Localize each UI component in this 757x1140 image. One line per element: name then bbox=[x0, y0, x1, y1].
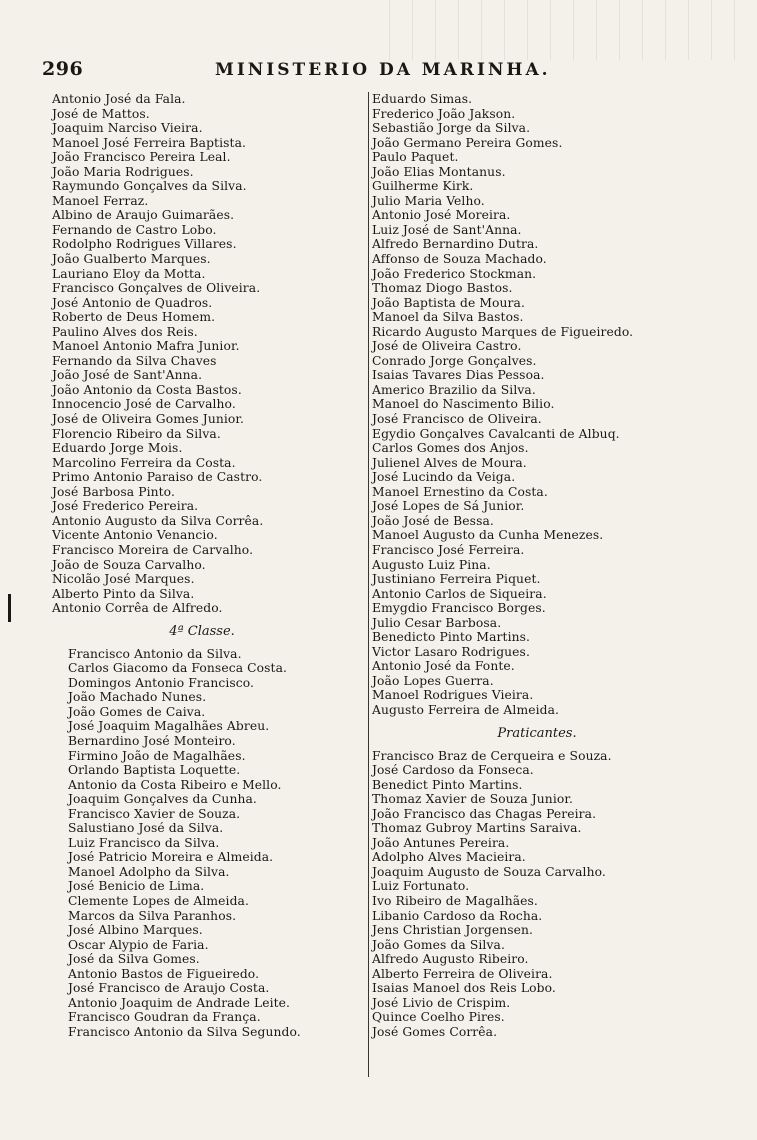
name-entry: Francisco José Ferreira. bbox=[372, 542, 525, 557]
name-entry: João José de Sant'Anna. bbox=[52, 368, 203, 383]
name-entry: Primo Antonio Paraiso de Castro. bbox=[52, 470, 263, 485]
name-entry: Paulo Paquet. bbox=[372, 150, 459, 165]
name-entry: Manoel Adolpho da Silva. bbox=[68, 864, 230, 879]
name-entry: Francisco Goudran da França. bbox=[68, 1010, 261, 1025]
name-entry: Carlos Giacomo da Fonseca Costa. bbox=[68, 661, 288, 676]
name-entry: João Gomes da Silva. bbox=[372, 937, 505, 952]
name-entry: Americo Brazilio da Silva. bbox=[372, 382, 536, 397]
name-entry: João Gualberto Marques. bbox=[52, 252, 211, 267]
name-entry: Julio Cesar Barbosa. bbox=[372, 615, 502, 630]
name-entry: Thomaz Xavier de Souza Junior. bbox=[372, 792, 573, 807]
name-entry: Francisco Antonio da Silva Segundo. bbox=[68, 1024, 301, 1039]
name-entry: Alberto Pinto da Silva. bbox=[52, 586, 195, 601]
name-entry: Francisco Xavier de Souza. bbox=[68, 806, 241, 821]
name-entry: Alfredo Bernardino Dutra. bbox=[372, 237, 539, 252]
section-heading: Praticantes. bbox=[497, 725, 577, 741]
name-entry: João Antunes Pereira. bbox=[372, 835, 510, 850]
name-entry: Eduardo Simas. bbox=[372, 92, 473, 106]
name-entry: José Gomes Corrêa. bbox=[372, 1024, 498, 1039]
name-entry: Manoel Augusto da Cunha Menezes. bbox=[372, 528, 604, 543]
name-entry: Albino de Araujo Guimarães. bbox=[52, 208, 235, 223]
name-entry: Fernando de Castro Lobo. bbox=[52, 222, 217, 237]
name-entry: Augusto Luiz Pina. bbox=[372, 557, 491, 572]
name-entry: Francisco Braz de Cerqueira e Souza. bbox=[372, 748, 612, 763]
name-entry: Libanio Cardoso da Rocha. bbox=[372, 908, 543, 923]
name-entry: José Livio de Crispim. bbox=[372, 995, 511, 1010]
name-entry: Marcos da Silva Paranhos. bbox=[68, 908, 237, 923]
name-entry: Orlando Baptista Loquette. bbox=[68, 763, 241, 778]
name-entry: Alfredo Augusto Ribeiro. bbox=[372, 952, 529, 967]
section-heading: 4ª Classe. bbox=[169, 623, 235, 639]
name-entry: Fernando da Silva Chaves bbox=[52, 353, 217, 368]
name-entry: Quince Coelho Pires. bbox=[372, 1010, 505, 1025]
name-entry: José Patricio Moreira e Almeida. bbox=[68, 850, 274, 865]
show-through-texture bbox=[380, 0, 750, 60]
name-entry: Manoel José Ferreira Baptista. bbox=[52, 135, 247, 150]
name-entry: Oscar Alypio de Faria. bbox=[68, 937, 209, 952]
name-entry: José Joaquim Magalhães Abreu. bbox=[68, 719, 270, 734]
name-entry: João José de Bessa. bbox=[372, 513, 494, 528]
name-entry: Manoel da Silva Bastos. bbox=[372, 310, 524, 325]
name-entry: João Gomes de Caiva. bbox=[68, 704, 206, 719]
name-entry: Benedicto Pinto Martins. bbox=[372, 630, 531, 645]
name-entry: Alberto Ferreira de Oliveira. bbox=[372, 966, 553, 981]
name-entry: Marcolino Ferreira da Costa. bbox=[52, 455, 236, 470]
name-entry: Innocencio José de Carvalho. bbox=[52, 397, 236, 412]
name-entry: Augusto Ferreira de Almeida. bbox=[372, 702, 560, 717]
name-entry: Francisco Antonio da Silva. bbox=[68, 646, 242, 661]
name-entry: Antonio Bastos de Figueiredo. bbox=[68, 966, 260, 981]
name-entry: Antonio José da Fala. bbox=[52, 92, 186, 106]
name-entry: Luiz Francisco da Silva. bbox=[68, 835, 220, 850]
name-entry: Salustiano José da Silva. bbox=[68, 821, 224, 836]
name-entry: Joaquim Gonçalves da Cunha. bbox=[68, 792, 257, 807]
name-entry: João Maria Rodrigues. bbox=[52, 164, 194, 179]
name-entry: José Lopes de Sá Junior. bbox=[372, 499, 525, 514]
name-entry: Francisco Moreira de Carvalho. bbox=[52, 542, 254, 557]
name-entry: Victor Lasaro Rodrigues. bbox=[372, 644, 530, 659]
name-entry: Clemente Lopes de Almeida. bbox=[68, 893, 249, 908]
name-entry: Manoel Ernestino da Costa. bbox=[372, 484, 548, 499]
name-entry: Egydio Gonçalves Cavalcanti de Albuq. bbox=[372, 426, 620, 441]
name-entry: Rodolpho Rodrigues Villares. bbox=[52, 237, 237, 252]
page-header bbox=[0, 58, 757, 86]
page-number: 296 bbox=[42, 58, 84, 80]
name-entry: Antonio José da Fonte. bbox=[372, 659, 515, 674]
name-entry: Conrado Jorge Gonçalves. bbox=[372, 353, 537, 368]
margin-mark bbox=[8, 594, 11, 622]
name-entry: Antonio Augusto da Silva Corrêa. bbox=[52, 513, 264, 528]
name-entry: Emygdio Francisco Borges. bbox=[372, 601, 546, 616]
name-entry: Firmino João de Magalhães. bbox=[68, 748, 246, 763]
name-entry: João Baptista de Moura. bbox=[372, 295, 525, 310]
name-entry: João Frederico Stockman. bbox=[372, 266, 537, 281]
name-entry: Luiz Fortunato. bbox=[372, 879, 470, 894]
name-entry: Isaias Tavares Dias Pessoa. bbox=[372, 368, 545, 383]
name-entry: Thomaz Gubroy Martins Saraiva. bbox=[372, 821, 582, 836]
name-entry: Manoel Rodrigues Vieira. bbox=[372, 688, 534, 703]
name-entry: José Barbosa Pinto. bbox=[52, 484, 175, 499]
name-entry: Antonio José Moreira. bbox=[372, 208, 511, 223]
name-entry: João Germano Pereira Gomes. bbox=[372, 135, 563, 150]
right-column bbox=[368, 92, 752, 1077]
name-entry: José de Oliveira Gomes Junior. bbox=[52, 412, 245, 427]
name-entry: José Cardoso da Fonseca. bbox=[372, 763, 534, 778]
name-entry: Lauriano Eloy da Motta. bbox=[52, 266, 206, 281]
name-entry: José Francisco de Oliveira. bbox=[372, 412, 542, 427]
name-entry: José Lucindo da Veiga. bbox=[372, 470, 516, 485]
name-entry: João Francisco das Chagas Pereira. bbox=[372, 806, 597, 821]
name-entry: Raymundo Gonçalves da Silva. bbox=[52, 179, 247, 194]
name-entry: Paulino Alves dos Reis. bbox=[52, 324, 198, 339]
name-entry: José Frederico Pereira. bbox=[52, 499, 199, 514]
name-entry: João de Souza Carvalho. bbox=[52, 557, 206, 572]
name-entry: Florencio Ribeiro da Silva. bbox=[52, 426, 221, 441]
name-entry: José de Oliveira Castro. bbox=[372, 339, 522, 354]
name-entry: José Antonio de Quadros. bbox=[52, 295, 213, 310]
name-entry: Antonio Carlos de Siqueira. bbox=[372, 586, 547, 601]
name-entry: João Francisco Pereira Leal. bbox=[52, 150, 231, 165]
name-entry: Nicolão José Marques. bbox=[52, 572, 195, 587]
name-entry: Adolpho Alves Macieira. bbox=[372, 850, 526, 865]
left-column bbox=[52, 92, 352, 1039]
running-title: MINISTERIO DA MARINHA. bbox=[215, 60, 551, 80]
name-entry: Jens Christian Jorgensen. bbox=[372, 923, 534, 938]
name-entry: Carlos Gomes dos Anjos. bbox=[372, 441, 529, 456]
name-entry: Frederico João Jakson. bbox=[372, 106, 516, 121]
name-entry: Justiniano Ferreira Piquet. bbox=[372, 572, 541, 587]
name-entry: Isaias Manoel dos Reis Lobo. bbox=[372, 981, 556, 996]
name-entry: Ricardo Augusto Marques de Figueiredo. bbox=[372, 324, 634, 339]
name-entry: José Benicio de Lima. bbox=[68, 879, 205, 894]
name-entry: Joaquim Narciso Vieira. bbox=[52, 121, 203, 136]
name-entry: José Francisco de Araujo Costa. bbox=[68, 981, 270, 996]
name-entry: Luiz José de Sant'Anna. bbox=[372, 222, 522, 237]
name-entry: José Albino Marques. bbox=[68, 923, 203, 938]
name-entry: Julienel Alves de Moura. bbox=[372, 455, 527, 470]
name-entry: João Elias Montanus. bbox=[372, 164, 506, 179]
name-entry: Sebastião Jorge da Silva. bbox=[372, 121, 531, 136]
name-entry: José de Mattos. bbox=[52, 106, 150, 121]
name-entry: Thomaz Diogo Bastos. bbox=[372, 281, 513, 296]
name-entry: João Machado Nunes. bbox=[68, 690, 207, 705]
name-entry: Domingos Antonio Francisco. bbox=[68, 675, 255, 690]
name-entry: Affonso de Souza Machado. bbox=[372, 252, 547, 267]
name-entry: Julio Maria Velho. bbox=[372, 193, 485, 208]
name-entry: João Antonio da Costa Bastos. bbox=[52, 382, 242, 397]
name-entry: Vicente Antonio Venancio. bbox=[52, 528, 218, 543]
name-entry: Antonio Corrêa de Alfredo. bbox=[52, 601, 223, 616]
name-entry: Francisco Gonçalves de Oliveira. bbox=[52, 281, 261, 296]
name-entry: Antonio da Costa Ribeiro e Mello. bbox=[68, 777, 282, 792]
name-entry: Roberto de Deus Homem. bbox=[52, 310, 216, 325]
name-entry: Manoel Ferraz. bbox=[52, 193, 149, 208]
name-entry: Manoel do Nascimento Bilio. bbox=[372, 397, 555, 412]
name-entry: Ivo Ribeiro de Magalhães. bbox=[372, 893, 538, 908]
name-entry: Eduardo Jorge Mois. bbox=[52, 441, 183, 456]
name-entry: Bernardino José Monteiro. bbox=[68, 733, 236, 748]
name-entry: Joaquim Augusto de Souza Carvalho. bbox=[372, 864, 606, 879]
name-entry: Guilherme Kirk. bbox=[372, 179, 474, 194]
name-entry: José da Silva Gomes. bbox=[68, 952, 200, 967]
name-entry: Manoel Antonio Mafra Junior. bbox=[52, 339, 240, 354]
name-entry: João Lopes Guerra. bbox=[372, 673, 494, 688]
name-entry: Antonio Joaquim de Andrade Leite. bbox=[68, 995, 291, 1010]
name-entry: Benedict Pinto Martins. bbox=[372, 777, 523, 792]
